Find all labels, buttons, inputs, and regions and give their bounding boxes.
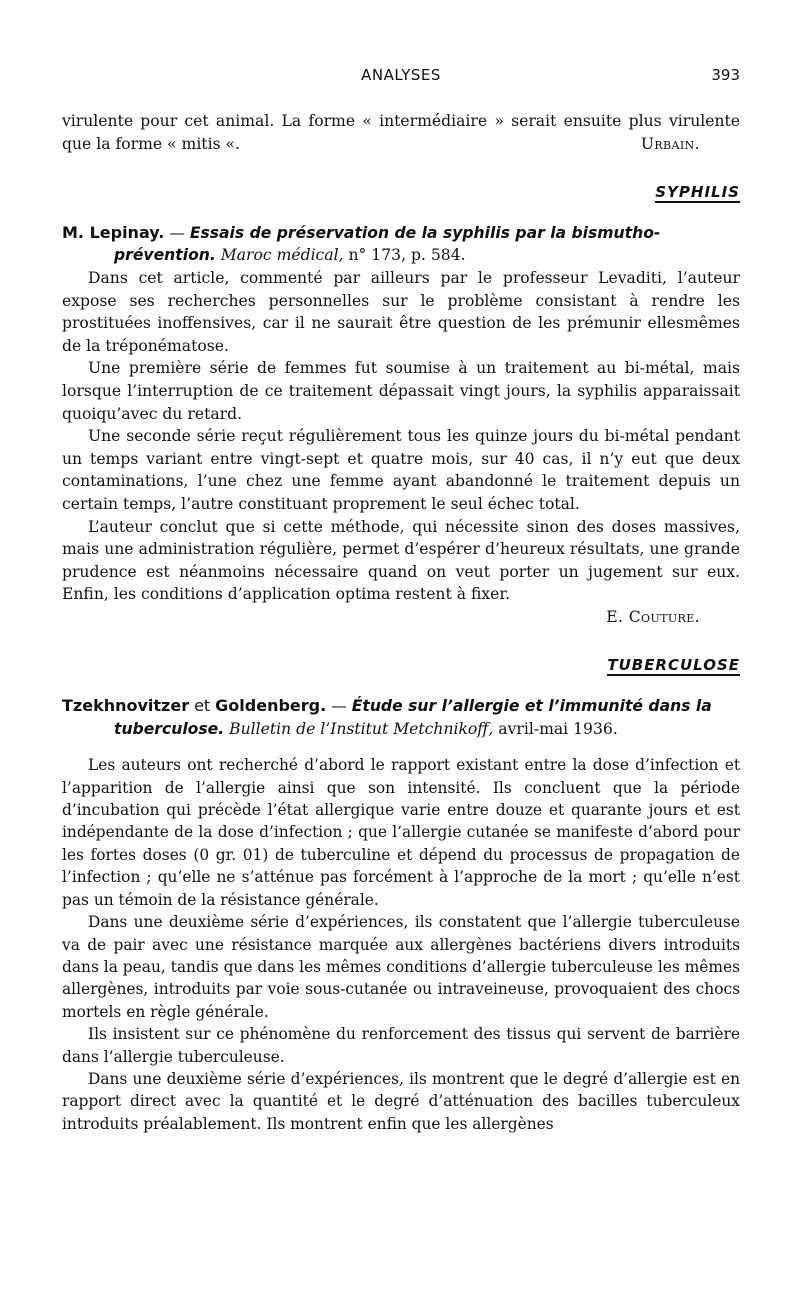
author-tzekhnovitzer: Tzekhnovitzer xyxy=(62,696,190,716)
running-header xyxy=(62,66,740,90)
paragraph-syphilis-1: Dans cet article, commenté par ailleurs par le professeur Levaditi, l’auteur expose ses recherches personnelles sur le problème consistant à rendre les prostituées inoffensives, car il ne saurait être question de les prémunir ellesmêmes de la tréponématose. xyxy=(62,268,740,355)
tuberculose-abstract xyxy=(62,754,740,1135)
reference-tzekhnovitzer: Tzekhnovitzer et Goldenberg. — Étude sur l’allergie et l’immunité dans la tuberculose. Bulletin de l’Institut Metchnikoff, avril-mai 1936. xyxy=(62,696,712,738)
continuation-paragraph: virulente pour cet animal. La forme « intermédiaire » serait ensuite plus virulente que la forme « mitis «. xyxy=(62,112,740,153)
paragraph-tuberculose-3: Ils insistent sur ce phénomène du renforcement des tissus qui servent de barrière dans l’allergie tuberculeuse. xyxy=(62,1025,740,1066)
section-heading-tuberculose xyxy=(62,654,740,677)
citation-tuberculose: avril-mai 1936. xyxy=(498,719,618,738)
paragraph-syphilis-3: Une seconde série reçut régulièrement tous les quinze jours du bi-métal pendant un temps variant entre vingt-sept et quatre mois, sur 40 cas, il n’y eut que deux contaminations, l’une chez une femme ayant abandonné le traitement depuis un certain temps, l’autre constituant proprement le seul échec total. xyxy=(62,427,740,513)
author-goldenberg: Goldenberg. xyxy=(215,696,327,716)
reference-lepinay: M. Lepinay. — Essais de préservation de la syphilis par la bismutho-prévention. Maroc médical, n° 173, p. 584. xyxy=(62,222,661,265)
paragraph-tuberculose-2: Dans une deuxième série d’expériences, ils constatent que l’allergie tuberculeuse va de pair avec une résistance marquée aux allergènes bactériens divers introduits dans la peau, tandis que dans les mêmes conditions d’allergie tuberculeuse les mêmes allergènes, introduits par voie sous-cutanée ou intraveineuse, provoquaient des chocs mortels en règle générale. xyxy=(62,913,740,1021)
author-lepinay: M. Lepinay. xyxy=(62,222,165,242)
paragraph-syphilis-2: Une première série de femmes fut soumise à un traitement au bi-métal, mais lorsque l’interruption de ce traitement dépassait vingt jours, la syphilis apparaissait quoiqu’avec du retard. xyxy=(62,359,740,423)
paragraph-syphilis-4: L’auteur conclut que si cette méthode, qui nécessite sinon des doses massives, mais une administration régulière, permet d’espérer d’heureux résultats, une grande prudence est néanmoins nécessaire quand on veut porter un jugement sur eux. Enfin, les conditions d’application optima restent à fixer. xyxy=(62,517,740,604)
body-text xyxy=(62,110,740,1135)
running-title: ANALYSES xyxy=(361,66,441,84)
page-number: 393 xyxy=(711,66,740,84)
article-title-tuberculose: Étude sur l’allergie et l’immunité dans la tuberculose. xyxy=(114,697,712,738)
author-conjunction: et xyxy=(194,696,211,716)
paragraph-tuberculose-1: Les auteurs ont recherché d’abord le rapport existant entre la dose d’infection et l’apparition de l’allergie ainsi que son intensité. Ils concluent que la période d’incubation qui précède l’état allergique varie entre douze et quarante jours et est indépendante de la dose d’infection ; que l’allergie cutanée se manifeste d’abord pour les fortes doses (0 gr. 01) de tuberculine et dépend du processus de propagation de l’infection ; qu’elle ne s’atténue pas forcément à l’approche de la mort ; qu’elle n’est pas un témoin de la résistance générale. xyxy=(62,756,740,909)
signature-couture: E. Couture. xyxy=(606,607,700,626)
journal-maroc-medical: Maroc médical, xyxy=(220,246,344,265)
paragraph-tuberculose-4: Dans une deuxième série d’expériences, ils montrent que le degré d’allergie est en rapport direct avec la quantité et le degré d’atténuation des bacilles tuberculeux introduits préalablement. Ils montrent enfin que les allergènes xyxy=(62,1069,740,1133)
section-heading-syphilis xyxy=(62,181,740,204)
section-heading-syphilis-text: SYPHILIS xyxy=(655,183,740,202)
journal-metchnikoff: Bulletin de l’Institut Metchnikoff, xyxy=(229,719,494,738)
section-heading-tuberculose-text: TUBERCULOSE xyxy=(607,656,740,675)
signature-urbain: Urbain. xyxy=(640,134,700,153)
citation-syphilis: n° 173, p. 584. xyxy=(348,246,466,265)
article-title-syphilis: Essais de préservation de la syphilis par la bismutho-prévention. xyxy=(114,223,661,265)
